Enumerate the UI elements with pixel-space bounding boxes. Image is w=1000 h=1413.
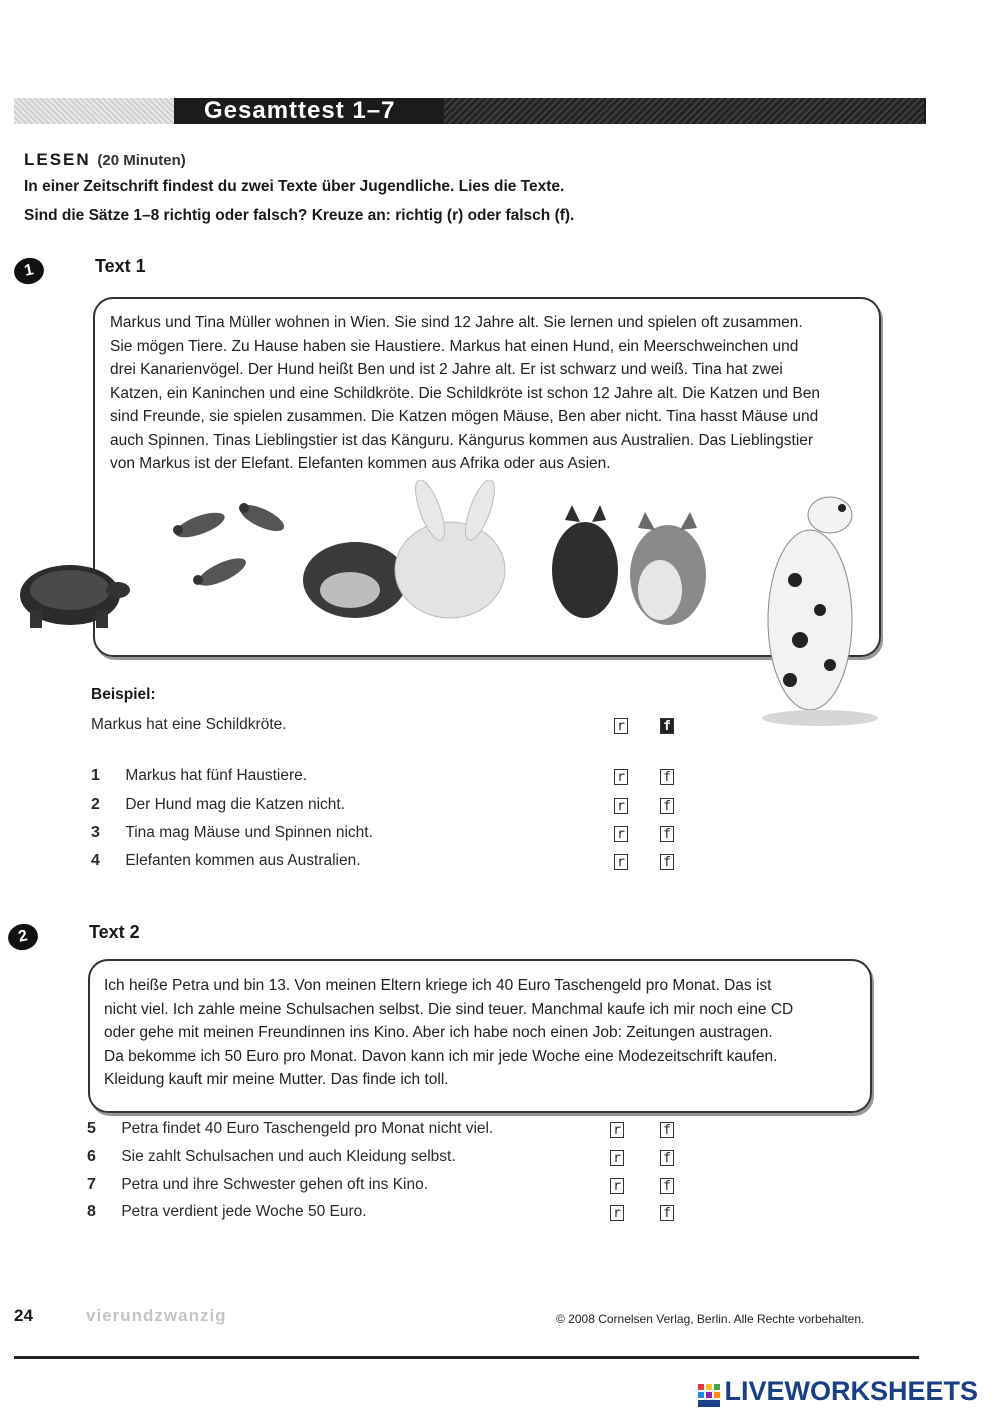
- checkbox-falsch-2[interactable]: f: [660, 798, 674, 814]
- text1-line: auch Spinnen. Tinas Lieblingstier ist das Känguru. Kängurus kommen aus Australien. Das Lieblingstier: [110, 431, 814, 449]
- copyright-notice: © 2008 Cornelsen Verlag, Berlin. Alle Rechte vorbehalten.: [556, 1312, 865, 1326]
- statement-number: 6: [87, 1148, 96, 1165]
- page-title: Gesamttest 1–7: [204, 97, 396, 124]
- statement-text: Tina mag Mäuse und Spinnen nicht.: [125, 824, 373, 841]
- statement-row: [87, 1203, 367, 1221]
- instruction-line-2: Sind die Sätze 1–8 richtig oder falsch? Kreuze an: richtig (r) oder falsch (f).: [24, 207, 575, 224]
- text1-line: drei Kanarienvögel. Der Hund heißt Ben und ist 2 Jahre alt. Er ist schwarz und weiß. Tina hat zwei: [110, 361, 783, 378]
- statement-row: [91, 767, 307, 785]
- text2-label: Text 2: [89, 922, 140, 942]
- statement-number: 5: [87, 1120, 96, 1137]
- statement-number: 1: [91, 767, 100, 784]
- title-bar: [14, 98, 926, 124]
- brand-name: LIVEWORKSHEETS: [724, 1376, 978, 1406]
- statement-row: [87, 1148, 456, 1166]
- liveworksheets-brand[interactable]: [698, 1376, 978, 1408]
- dalmatian-dog-image: [762, 497, 878, 726]
- statement-text: Markus hat fünf Haustiere.: [125, 767, 308, 784]
- checkbox-falsch-6[interactable]: f: [660, 1150, 674, 1166]
- statement-number: 2: [91, 796, 100, 813]
- page-number: 24: [14, 1306, 33, 1325]
- statement-text: Elefanten kommen aus Australien.: [125, 852, 361, 869]
- guinea-pig-image: [303, 542, 407, 618]
- checkbox-richtig-1[interactable]: r: [614, 769, 628, 785]
- statement-row: [91, 824, 373, 842]
- statement-text: Petra verdient jede Woche 50 Euro.: [121, 1203, 367, 1220]
- instruction-line-1: In einer Zeitschrift findest du zwei Texte über Jugendliche. Lies die Texte.: [24, 178, 565, 195]
- cats-image: [552, 505, 706, 625]
- checkbox-richtig-7[interactable]: r: [610, 1178, 624, 1194]
- footer-rule: [14, 1356, 919, 1359]
- tortoise-image: [20, 565, 130, 628]
- statement-row: [87, 1120, 493, 1138]
- statement-number: 3: [91, 824, 100, 841]
- title-bar-texture-right: [444, 98, 924, 124]
- liveworksheets-logo-icon: [698, 1384, 720, 1408]
- statement-text: Petra findet 40 Euro Taschengeld pro Monat nicht viel.: [121, 1120, 494, 1137]
- example-checkbox-falsch[interactable]: f: [660, 718, 674, 734]
- text1-label: Text 1: [95, 256, 146, 276]
- text2-line: Da bekomme ich 50 Euro pro Monat. Davon kann ich mir jede Woche eine Modezeitschrift kaufen.: [104, 1047, 778, 1065]
- example-statement: Markus hat eine Schildkröte.: [91, 716, 287, 733]
- statement-number: 7: [87, 1176, 96, 1193]
- canary-birds-image: [172, 500, 287, 591]
- checkbox-falsch-3[interactable]: f: [660, 826, 674, 842]
- text2-line: Ich heiße Petra und bin 13. Von meinen Eltern kriege ich 40 Euro Taschengeld pro Monat. Das ist: [104, 977, 772, 994]
- checkbox-falsch-8[interactable]: f: [660, 1205, 674, 1221]
- checkbox-richtig-8[interactable]: r: [610, 1205, 624, 1221]
- title-bar-texture: [14, 98, 174, 124]
- text1-line: Katzen, ein Kaninchen und eine Schildkröte. Die Schildkröte ist schon 12 Jahre alt. Die Katzen und Ben: [110, 384, 820, 402]
- section-heading: [24, 150, 186, 170]
- statement-row: [87, 1176, 428, 1194]
- page-number-word: vierundzwanzig: [86, 1306, 227, 1325]
- checkbox-falsch-1[interactable]: f: [660, 769, 674, 785]
- checkbox-falsch-7[interactable]: f: [660, 1178, 674, 1194]
- text2-line: nicht viel. Ich zahle meine Schulsachen selbst. Die sind teuer. Manchmal kaufe ich mir noch eine CD: [104, 1000, 794, 1018]
- checkbox-richtig-5[interactable]: r: [610, 1122, 624, 1138]
- text1-line: von Markus ist der Elefant. Elefanten kommen aus Afrika oder aus Asien.: [110, 455, 611, 472]
- text1-paragraph: [110, 311, 870, 476]
- text1-line: sind Freunde, sie spielen zusammen. Die Katzen mögen Mäuse, Ben aber nicht. Tina hasst Mäuse und: [110, 408, 819, 425]
- statement-row: [91, 796, 345, 814]
- text1-line: Sie mögen Tiere. Zu Hause haben sie Haustiere. Markus hat einen Hund, ein Meerschweinchen und: [110, 337, 799, 355]
- checkbox-falsch-4[interactable]: f: [660, 854, 674, 870]
- statement-number: 4: [91, 852, 100, 869]
- checkbox-falsch-5[interactable]: f: [660, 1122, 674, 1138]
- statement-text: Sie zahlt Schulsachen und auch Kleidung selbst.: [121, 1148, 456, 1165]
- checkbox-richtig-6[interactable]: r: [610, 1150, 624, 1166]
- statement-row: [91, 852, 361, 870]
- example-checkbox-richtig[interactable]: r: [614, 718, 628, 734]
- text2-paragraph: [104, 974, 864, 1092]
- text2-line: oder gehe mit meinen Freundinnen ins Kino. Aber ich habe noch einen Job: Zeitungen austragen.: [104, 1024, 773, 1041]
- text1-line: Markus und Tina Müller wohnen in Wien. Sie sind 12 Jahre alt. Sie lernen und spielen oft zusammen.: [110, 314, 803, 331]
- checkbox-richtig-3[interactable]: r: [614, 826, 628, 842]
- task-number-badge-2: 2: [6, 921, 41, 953]
- checkbox-richtig-2[interactable]: r: [614, 798, 628, 814]
- checkbox-richtig-4[interactable]: r: [614, 854, 628, 870]
- statement-text: Der Hund mag die Katzen nicht.: [125, 796, 346, 813]
- text2-line: Kleidung kauft mir meine Mutter. Das finde ich toll.: [104, 1071, 449, 1088]
- statement-number: 8: [87, 1203, 96, 1220]
- task-number-badge-1: 1: [12, 255, 47, 287]
- rabbit-image: [395, 480, 505, 618]
- section-title: LESEN: [24, 150, 91, 169]
- statement-text: Petra und ihre Schwester gehen oft ins Kino.: [121, 1176, 429, 1193]
- example-label: Beispiel:: [91, 686, 156, 703]
- section-duration: (20 Minuten): [97, 152, 186, 169]
